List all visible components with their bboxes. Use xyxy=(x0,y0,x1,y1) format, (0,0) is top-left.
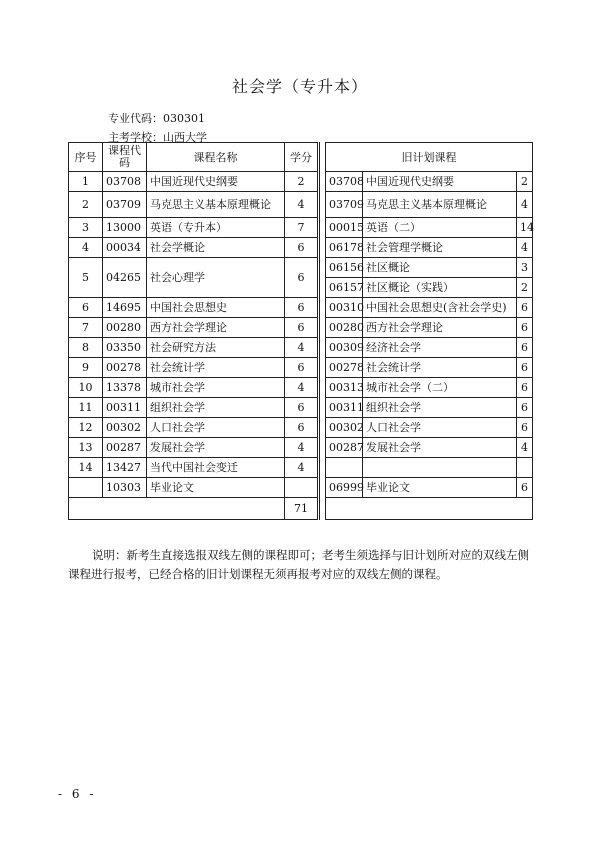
table-row xyxy=(69,192,533,218)
cell-credit: 6 xyxy=(285,418,319,438)
cell-old-credit: 6 xyxy=(517,318,533,338)
page-title: 社会学（专升本） xyxy=(231,77,368,96)
double-line-gap xyxy=(319,298,326,318)
cell-old-name: 发展社会学 xyxy=(363,438,517,458)
cell-old-name: 马克思主义基本原理概论 xyxy=(363,192,517,218)
cell-old-credit: 2 xyxy=(517,278,533,298)
cell-credit xyxy=(285,478,319,498)
cell-seq: 8 xyxy=(69,338,103,358)
double-line-gap xyxy=(319,192,326,218)
cell-old-code: 03708 xyxy=(326,172,363,192)
cell-old-credit: 4 xyxy=(517,438,533,458)
cell-credit: 6 xyxy=(285,238,319,258)
cell-code: 04265 xyxy=(103,258,147,298)
cell-old-credit: 4 xyxy=(517,192,533,218)
cell-name: 社会统计学 xyxy=(147,358,285,378)
table-row xyxy=(69,258,533,278)
cell-old-code xyxy=(326,458,363,478)
cell-old-code: 00311 xyxy=(326,398,363,418)
cell-old-code: 00313 xyxy=(326,378,363,398)
header-code: 课程代码 xyxy=(103,143,147,172)
double-line-gap xyxy=(319,172,326,192)
table-row xyxy=(69,418,533,438)
table-header-row xyxy=(69,143,533,172)
cell-code: 13378 xyxy=(103,378,147,398)
double-line-gap xyxy=(319,478,326,498)
double-line-gap xyxy=(319,143,326,172)
double-line-gap xyxy=(319,318,326,338)
cell-old-code: 00015 xyxy=(326,218,363,238)
cell-old-credit xyxy=(517,458,533,478)
cell-credit: 4 xyxy=(285,338,319,358)
cell-old-name: 社会统计学 xyxy=(363,358,517,378)
cell-old-name xyxy=(363,458,517,478)
cell-old-credit: 6 xyxy=(517,398,533,418)
note-paragraph: 说明：新考生直接选报双线左侧的课程即可；老考生须选择与旧计划所对应的双线左侧课程进行报考，已经合格的旧计划课程无须再报考对应的双线左侧的课程。 xyxy=(68,548,529,581)
double-line-gap xyxy=(319,358,326,378)
cell-name: 人口社会学 xyxy=(147,418,285,438)
cell-seq: 3 xyxy=(69,218,103,238)
double-line-gap xyxy=(319,258,326,298)
cell-old-code: 00302 xyxy=(326,418,363,438)
cell-seq xyxy=(69,478,103,498)
cell-name: 城市社会学 xyxy=(147,378,285,398)
table-row xyxy=(69,318,533,338)
table-row xyxy=(69,478,533,498)
cell-code: 00278 xyxy=(103,358,147,378)
double-line-gap xyxy=(319,338,326,358)
table-row xyxy=(69,358,533,378)
double-line-gap xyxy=(319,438,326,458)
cell-old-code: 00287 xyxy=(326,438,363,458)
cell-old-name: 中国近现代史纲要 xyxy=(363,172,517,192)
cell-code: 10303 xyxy=(103,478,147,498)
cell-name: 英语（专升本） xyxy=(147,218,285,238)
header-old-plan: 旧计划课程 xyxy=(326,143,533,172)
header-name: 课程名称 xyxy=(147,143,285,172)
double-line-gap xyxy=(319,498,326,520)
cell-seq: 2 xyxy=(69,192,103,218)
table-row xyxy=(69,218,533,238)
table-row xyxy=(69,458,533,478)
cell-old-credit: 6 xyxy=(517,378,533,398)
cell-old-code: 03709 xyxy=(326,192,363,218)
cell-name: 社会学概论 xyxy=(147,238,285,258)
total-row xyxy=(69,498,533,520)
cell-credit: 4 xyxy=(285,378,319,398)
cell-old-credit: 4 xyxy=(517,238,533,258)
cell-code: 03350 xyxy=(103,338,147,358)
cell-code: 13000 xyxy=(103,218,147,238)
cell-credit: 4 xyxy=(285,438,319,458)
cell-seq: 4 xyxy=(69,238,103,258)
cell-name: 中国社会思想史 xyxy=(147,298,285,318)
double-line-gap xyxy=(319,458,326,478)
cell-old-name: 社区概论 xyxy=(363,258,517,278)
cell-name: 毕业论文 xyxy=(147,478,285,498)
table-row xyxy=(69,398,533,418)
cell-total-credit: 71 xyxy=(285,498,319,520)
cell-old-name: 经济社会学 xyxy=(363,338,517,358)
cell-old-credit: 6 xyxy=(517,478,533,498)
cell-old-name: 组织社会学 xyxy=(363,398,517,418)
double-line-gap xyxy=(319,238,326,258)
cell-code: 00034 xyxy=(103,238,147,258)
cell-name: 马克思主义基本原理概论 xyxy=(147,192,285,218)
cell-old-name: 城市社会学（二） xyxy=(363,378,517,398)
cell-old-credit: 6 xyxy=(517,418,533,438)
cell-old-name: 西方社会学理论 xyxy=(363,318,517,338)
course-table xyxy=(68,142,533,520)
cell-old-name: 英语（二） xyxy=(363,218,517,238)
cell-credit: 4 xyxy=(285,458,319,478)
double-line-gap xyxy=(319,398,326,418)
cell-old-code: 06156 xyxy=(326,258,363,278)
cell-seq: 1 xyxy=(69,172,103,192)
cell-code: 13427 xyxy=(103,458,147,478)
cell-name: 社会心理学 xyxy=(147,258,285,298)
header-seq: 序号 xyxy=(69,143,103,172)
cell-seq: 13 xyxy=(69,438,103,458)
cell-credit: 2 xyxy=(285,172,319,192)
cell-name: 中国近现代史纲要 xyxy=(147,172,285,192)
cell-seq: 5 xyxy=(69,258,103,298)
total-old-blank xyxy=(326,498,533,520)
cell-old-code: 06999 xyxy=(326,478,363,498)
cell-code: 00287 xyxy=(103,438,147,458)
table-row xyxy=(69,338,533,358)
table-row xyxy=(69,298,533,318)
total-blank xyxy=(69,498,285,520)
cell-seq: 7 xyxy=(69,318,103,338)
cell-seq: 12 xyxy=(69,418,103,438)
cell-code: 00311 xyxy=(103,398,147,418)
table-row xyxy=(69,238,533,258)
double-line-gap xyxy=(319,418,326,438)
cell-credit: 6 xyxy=(285,258,319,298)
cell-name: 组织社会学 xyxy=(147,398,285,418)
cell-old-credit: 14 xyxy=(517,218,533,238)
cell-code: 03708 xyxy=(103,172,147,192)
cell-credit: 6 xyxy=(285,298,319,318)
cell-name: 发展社会学 xyxy=(147,438,285,458)
cell-name: 社会研究方法 xyxy=(147,338,285,358)
cell-code: 00280 xyxy=(103,318,147,338)
cell-name: 当代中国社会变迁 xyxy=(147,458,285,478)
cell-code: 03709 xyxy=(103,192,147,218)
cell-old-credit: 6 xyxy=(517,338,533,358)
double-line-gap xyxy=(319,218,326,238)
cell-credit: 6 xyxy=(285,398,319,418)
cell-seq: 10 xyxy=(69,378,103,398)
cell-old-name: 中国社会思想史(含社会学史) xyxy=(363,298,517,318)
table-row xyxy=(69,172,533,192)
cell-old-name: 社会管理学概论 xyxy=(363,238,517,258)
cell-code: 14695 xyxy=(103,298,147,318)
cell-seq: 9 xyxy=(69,358,103,378)
examining-school: 主考学校：山西大学 xyxy=(108,131,207,144)
cell-credit: 6 xyxy=(285,358,319,378)
cell-old-name: 社区概论（实践） xyxy=(363,278,517,298)
cell-old-credit: 6 xyxy=(517,358,533,378)
cell-seq: 11 xyxy=(69,398,103,418)
cell-name: 西方社会学理论 xyxy=(147,318,285,338)
cell-old-code: 00278 xyxy=(326,358,363,378)
cell-old-code: 00280 xyxy=(326,318,363,338)
page-number: - 6 - xyxy=(58,787,97,801)
cell-credit: 6 xyxy=(285,318,319,338)
cell-old-code: 00310 xyxy=(326,298,363,318)
cell-old-credit: 3 xyxy=(517,258,533,278)
table-row xyxy=(69,378,533,398)
cell-old-code: 06178 xyxy=(326,238,363,258)
cell-credit: 4 xyxy=(285,192,319,218)
cell-old-credit: 2 xyxy=(517,172,533,192)
cell-old-name: 人口社会学 xyxy=(363,418,517,438)
cell-old-name: 毕业论文 xyxy=(363,478,517,498)
table-row xyxy=(69,438,533,458)
major-code: 专业代码：030301 xyxy=(108,112,205,125)
cell-old-credit: 6 xyxy=(517,298,533,318)
cell-code: 00302 xyxy=(103,418,147,438)
cell-old-code: 06157 xyxy=(326,278,363,298)
cell-seq: 14 xyxy=(69,458,103,478)
double-line-gap xyxy=(319,378,326,398)
cell-old-code: 00309 xyxy=(326,338,363,358)
cell-seq: 6 xyxy=(69,298,103,318)
header-credit: 学分 xyxy=(285,143,319,172)
cell-credit: 7 xyxy=(285,218,319,238)
